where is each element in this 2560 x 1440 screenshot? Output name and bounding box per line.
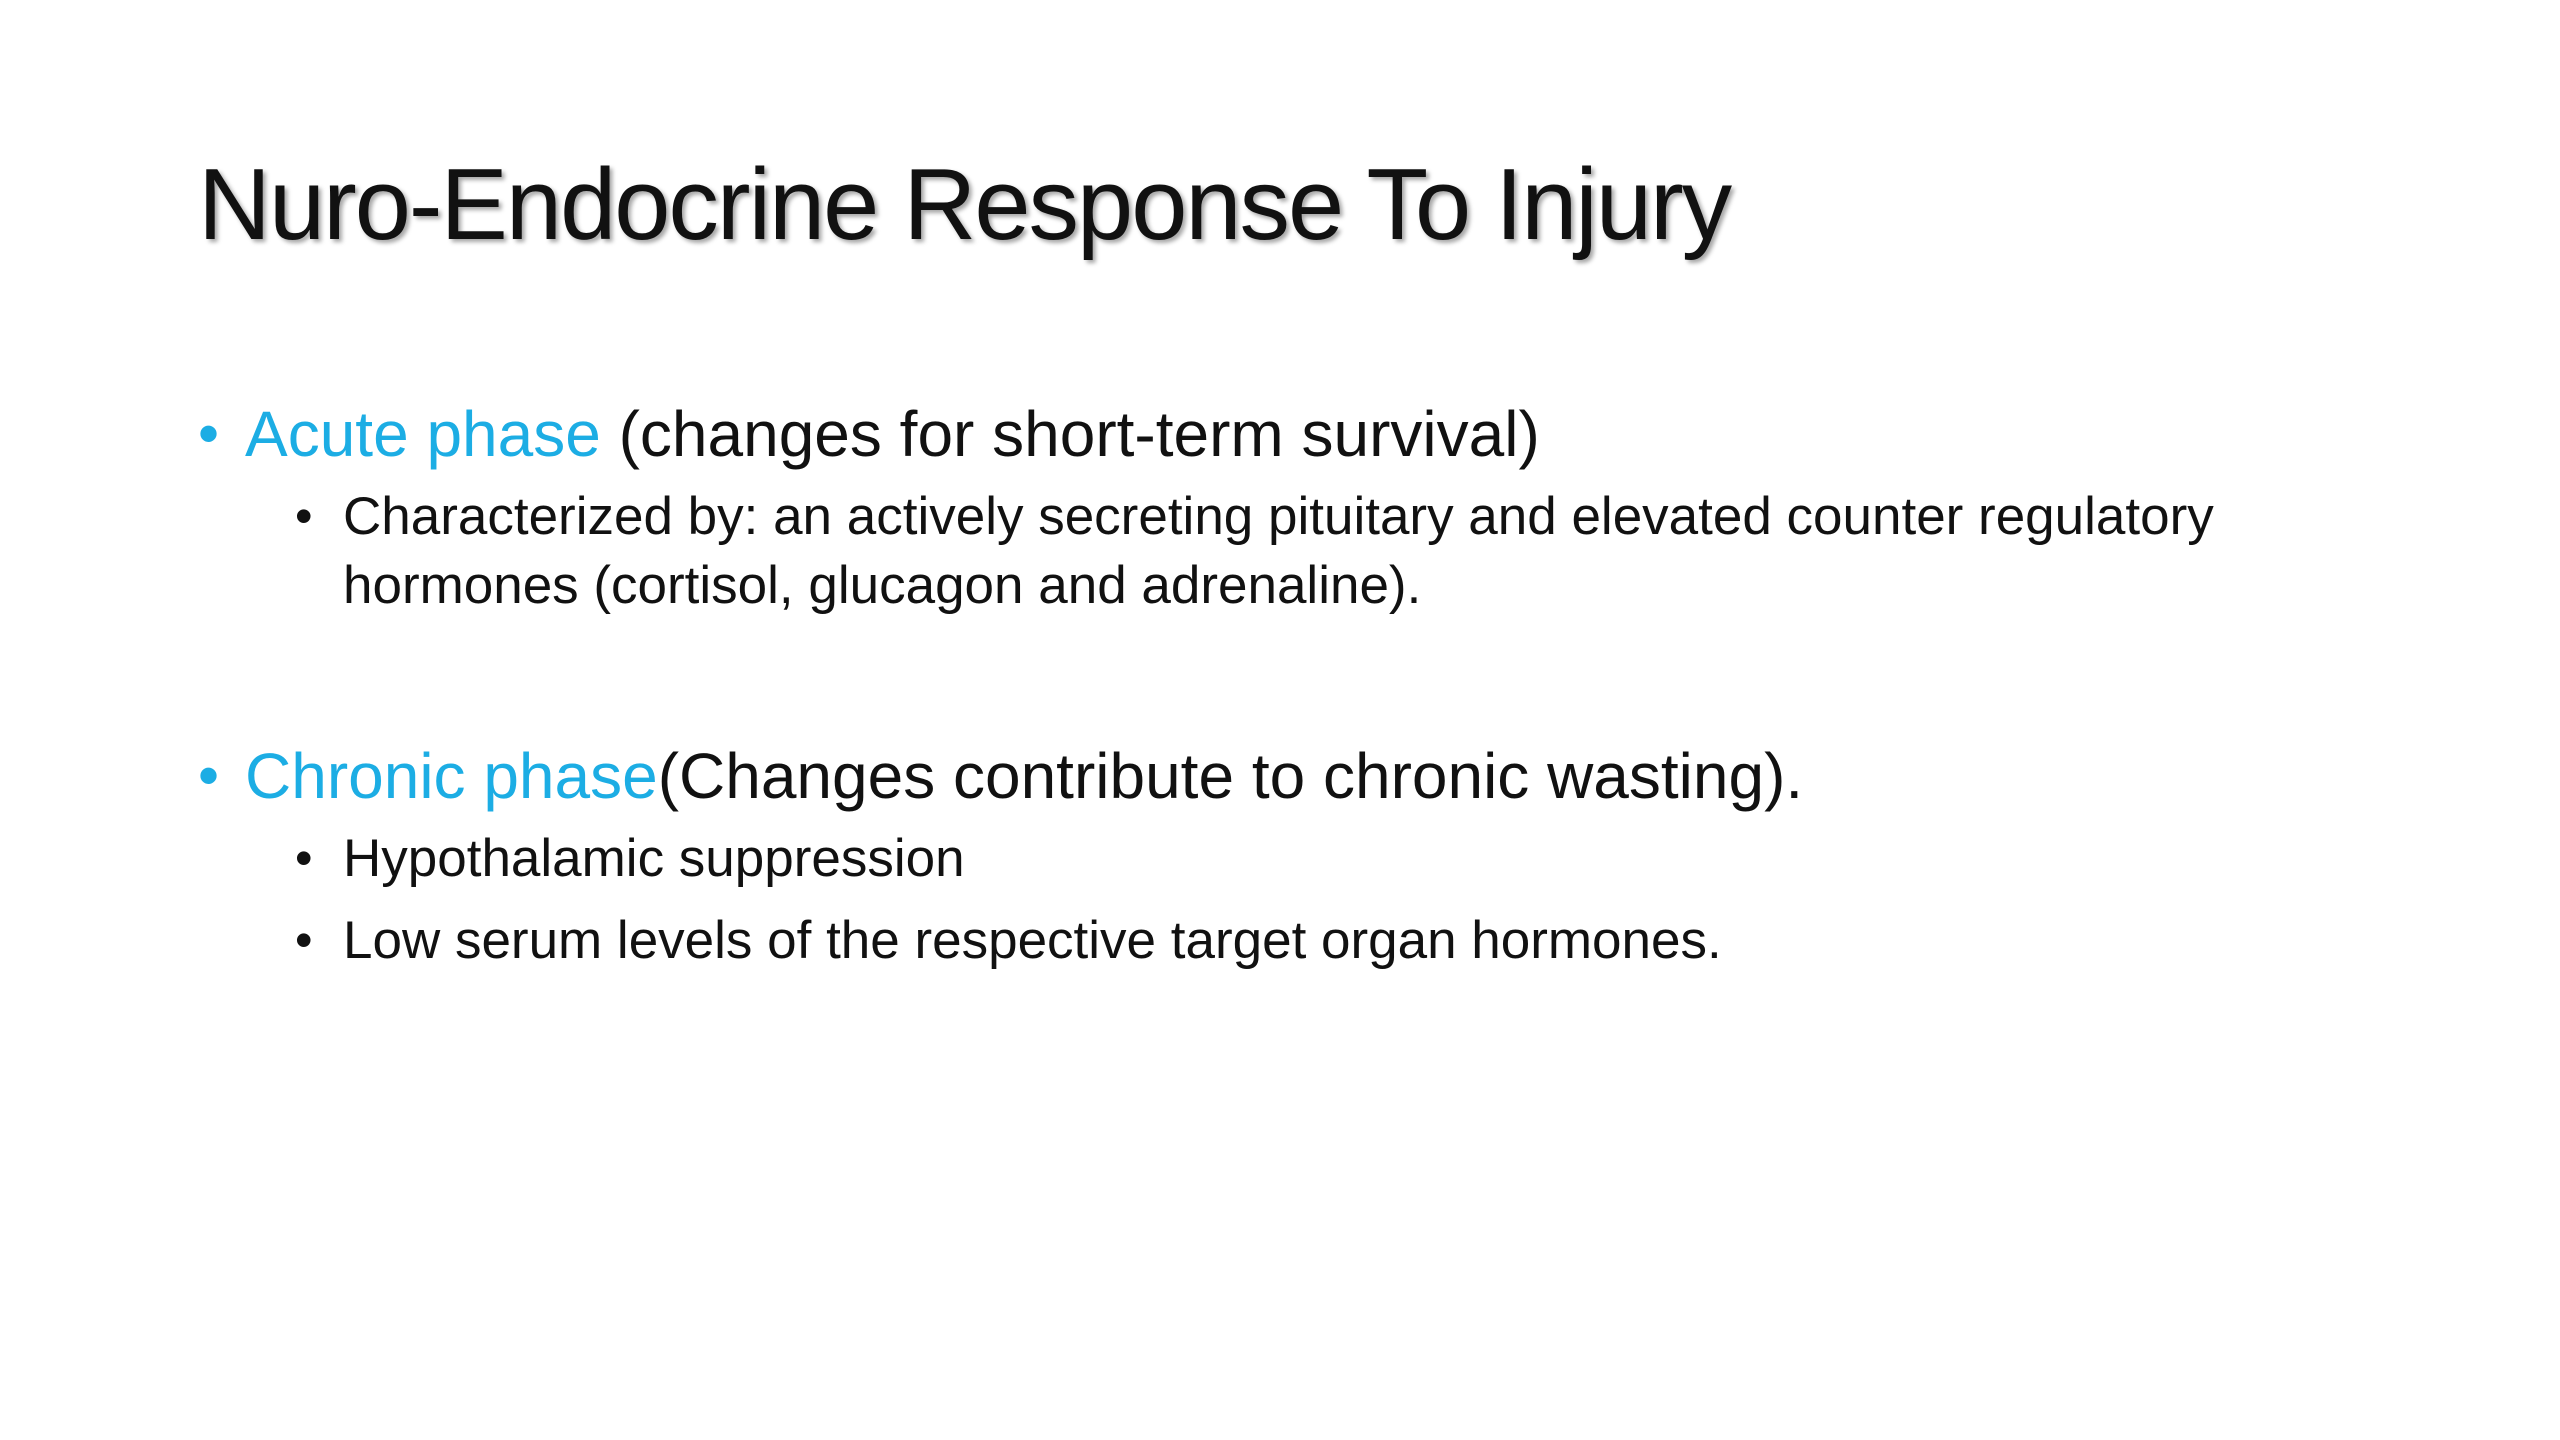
sub-bullet-dot-icon: • bbox=[295, 830, 313, 886]
sub-bullet-text: Hypothalamic suppression bbox=[343, 829, 965, 888]
sub-bullet-text: Characterized by: an actively secreting pituitary and elevated counter regulatory hormones (cortisol, glucagon and adrenaline). bbox=[343, 487, 2214, 615]
bullet-acute-phase bbox=[198, 388, 2398, 480]
bullet-accent-text: Acute phase bbox=[245, 398, 601, 470]
sub-bullet-dot-icon: • bbox=[295, 488, 313, 544]
sub-bullet-list bbox=[198, 824, 2398, 975]
slide-title: Nuro-Endocrine Response To Injury bbox=[198, 149, 1731, 261]
sub-bullet-item bbox=[198, 482, 2293, 620]
bullet-dot-icon: • bbox=[198, 400, 220, 467]
sub-bullet-dot-icon: • bbox=[295, 912, 313, 968]
sub-bullet-item bbox=[198, 906, 2293, 975]
bullet-rest-text: (Changes contribute to chronic wasting). bbox=[657, 740, 1804, 812]
sub-bullet-text: Low serum levels of the respective target organ hormones. bbox=[343, 911, 1722, 970]
bullet-rest-text: (changes for short-term survival) bbox=[600, 398, 1540, 470]
sub-bullet-item bbox=[198, 824, 2293, 893]
bullet-accent-text: Chronic phase bbox=[245, 740, 658, 812]
slide-content bbox=[198, 388, 2398, 975]
sub-bullet-list bbox=[198, 482, 2398, 620]
bullet-chronic-phase bbox=[198, 730, 2398, 822]
bullet-dot-icon: • bbox=[198, 742, 220, 809]
